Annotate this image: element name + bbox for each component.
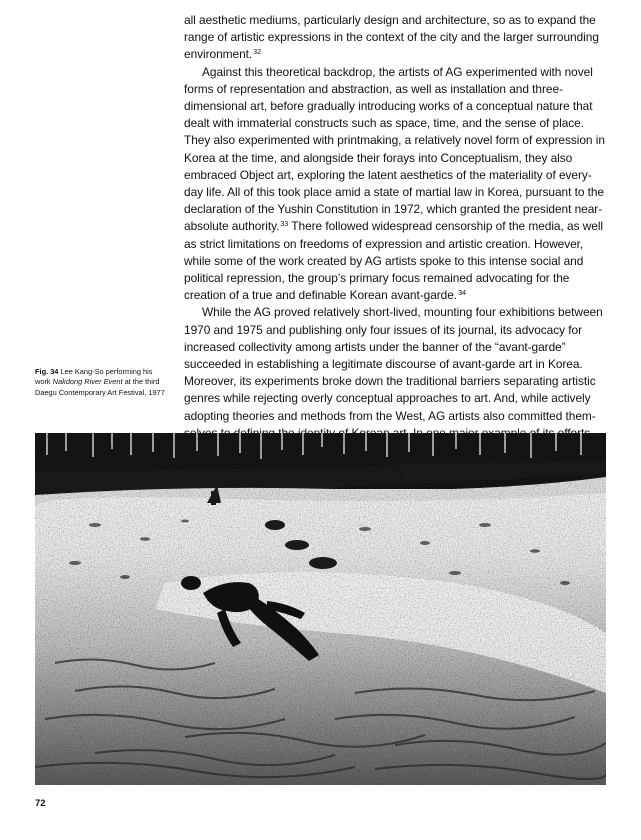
paragraph-2-text: Against this theoretical backdrop, the artists of AG experimented with novel forms of representation and abstraction, as well as installation and three-dimensional art, before gradually introducing works of a conceptual nature that dealt with immaterial constructs such as space, time, and the sense of place. They also experimented with printmaking, a relatively novel form of expression in Korea at the time, and alongside their forays into Conceptualism, they also embraced Object art, exploring the latent aesthetics of the materiality of every-day life. All of this took place amid a state of martial law in Korea, pursuant to the declaration of the Yushin Constitution in 1972, which granted the president near-absolute authority. xyxy=(184,64,605,234)
paragraph-1-text: all aesthetic mediums, particularly design and architecture, so as to expand the range of artistic expressions in the context of the city and the larger surrounding environment. xyxy=(184,13,599,62)
paragraph-3-text: While the AG proved relatively short-lived, mounting four exhibitions between 1970 and 1975 and publishing only four issues of its journal, its advocacy for increased collectivity among artists under the banner of the “avant-garde” succeeded in establishing a legitimate discourse of avant-garde art in Korea. Moreover, its experiments broke down the traditional barriers separating artistic genres while rejecting overly conceptual approaches to art. And, while actively adopting theories and methods from the West, AG artists also committed them- xyxy=(184,305,603,423)
footnote-marker: 34 xyxy=(458,288,466,298)
main-text-column xyxy=(184,12,609,442)
paragraph-2 xyxy=(184,64,609,305)
figure-caption xyxy=(35,367,165,398)
paragraph-1 xyxy=(184,12,609,64)
caption-text-end: at the third Daegu Contemporary Art Festival, 1977 xyxy=(35,377,165,397)
figure-label: Fig. 34 xyxy=(35,367,59,376)
caption-text: Lee Kang-So performing his work xyxy=(35,367,153,387)
paragraph-2-text-continued: There followed widespread censorship of the media, as well as strict limitations on freedoms of expression and artistic creation. However, while some of the work created by AG artists spoke to this intense social and political repression, the group’s primary focus remained advocating for the creation of a true and definable Korean avant-garde. xyxy=(184,219,603,303)
paragraph-3 xyxy=(184,304,609,442)
page-number: 72 xyxy=(35,798,46,809)
footnote-marker: 33 xyxy=(280,219,289,229)
footnote-marker: 32 xyxy=(253,47,262,57)
performance-photo xyxy=(35,433,606,785)
work-title: Nakdong River Event xyxy=(52,377,123,387)
